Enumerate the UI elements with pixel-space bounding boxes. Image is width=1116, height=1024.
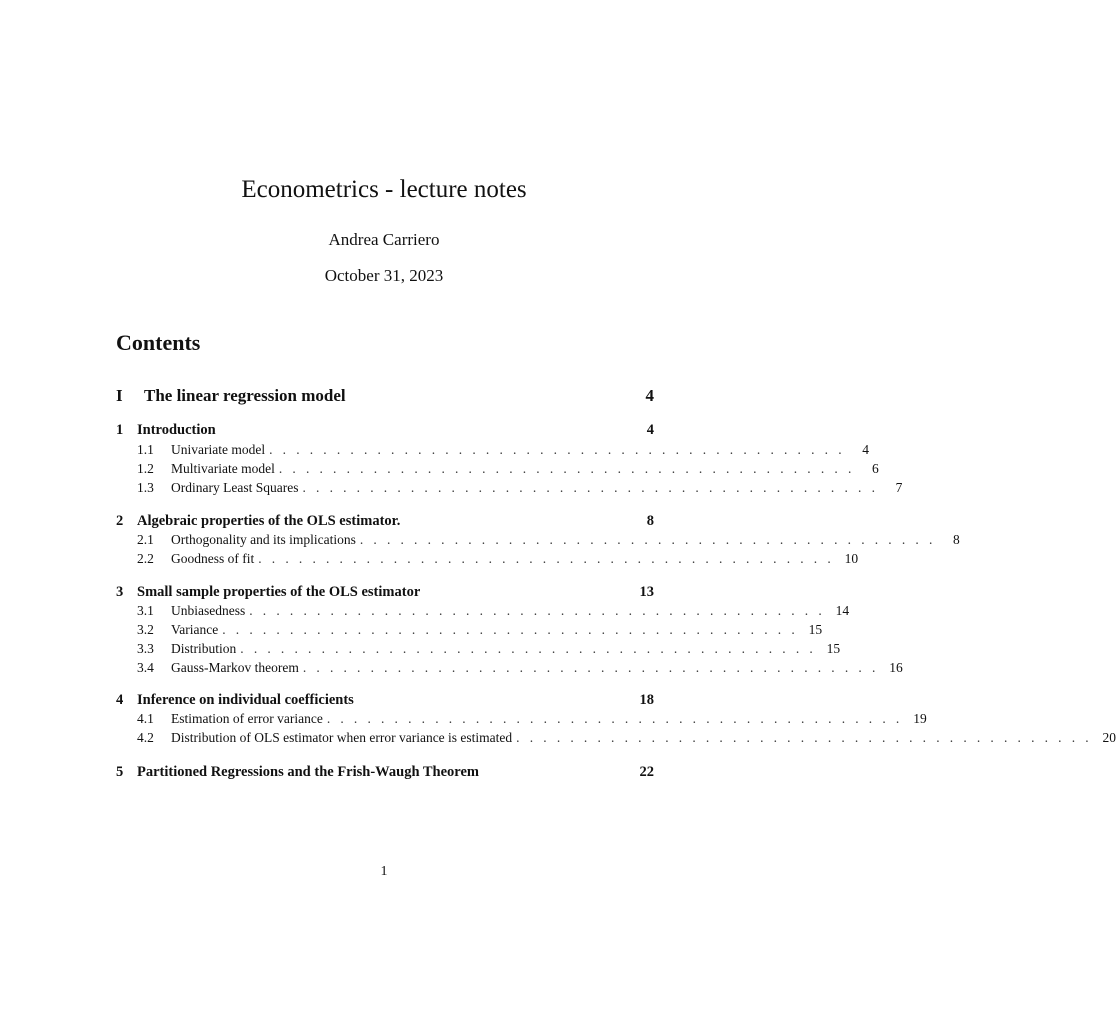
toc-entry-label: Goodness of fit <box>171 551 255 566</box>
toc-entry-page: 4 <box>645 386 654 405</box>
toc-entry-page: 6 <box>871 461 879 476</box>
toc-dot-leader: . . . . . . . . . . . . . . . . . . . . . . . . . . . . . . . . . . . . . . . . . . . <box>359 532 936 547</box>
toc-entry-label: Distribution <box>171 641 237 656</box>
toc-section-row[interactable] <box>116 480 903 496</box>
toc-dot-leader: . . . . . . . . . . . . . . . . . . . . . . . . . . . . . . . . . . . . . . . . . . . <box>240 641 817 656</box>
toc-entry-number: 1.1 <box>137 442 154 457</box>
toc-section-row[interactable] <box>116 461 879 477</box>
toc-entry-label: Partitioned Regressions and the Frish-Waugh Theorem <box>137 764 479 780</box>
toc-dot-leader: . . . . . . . . . . . . . . . . . . . . . . . . . . . . . . . . . . . . . . . . . . . <box>326 711 903 726</box>
toc-section-row[interactable] <box>116 442 869 458</box>
toc-section-row[interactable] <box>116 711 927 727</box>
document-title: Econometrics - lecture notes <box>241 176 527 203</box>
toc-entry-label: Distribution of OLS estimator when error variance is estimated <box>171 730 513 745</box>
toc-entry-number: 2 <box>116 513 124 529</box>
toc-entry-number: 1.2 <box>137 461 154 476</box>
toc-entry-number: 3 <box>116 584 124 600</box>
toc-entry-number: 3.3 <box>137 641 154 656</box>
page-number: 1 <box>380 864 388 879</box>
toc-entry-number: 5 <box>116 764 124 780</box>
toc-chapter-row[interactable] <box>116 422 654 439</box>
toc-part-row[interactable] <box>116 386 654 406</box>
toc-dot-leader: . . . . . . . . . . . . . . . . . . . . . . . . . . . . . . . . . . . . . . . . . . . <box>269 442 845 457</box>
toc-entry-page: 4 <box>862 442 869 457</box>
toc-entry-number: 4.1 <box>137 711 154 726</box>
toc-dot-leader: . . . . . . . . . . . . . . . . . . . . . . . . . . . . . . . . . . . . . . . . . . . <box>278 461 855 476</box>
toc-entry-number: 3.1 <box>137 603 154 618</box>
toc-entry-label: Algebraic properties of the OLS estimator. <box>137 513 401 529</box>
toc-entry-page: 7 <box>895 480 903 495</box>
toc-entry-page: 8 <box>646 513 654 529</box>
toc-section-row[interactable] <box>116 603 850 619</box>
toc-entry-page: 10 <box>844 551 859 566</box>
toc-entry-page: 15 <box>808 622 823 637</box>
toc-entry-label: Estimation of error variance <box>171 711 323 726</box>
toc-entry-page: 8 <box>952 532 960 547</box>
toc-entry-number: 3.2 <box>137 622 154 637</box>
toc-section-row[interactable] <box>116 622 823 638</box>
toc-entry-label: Variance <box>171 622 219 637</box>
toc-section-row[interactable] <box>116 532 960 548</box>
toc-section-row[interactable] <box>116 641 841 657</box>
toc-entry-label: Inference on individual coefficients <box>137 692 354 708</box>
toc-entry-label: Unbiasedness <box>171 603 246 618</box>
toc-entry-page: 22 <box>639 764 654 780</box>
toc-entry-number: 4.2 <box>137 730 154 745</box>
toc-entry-page: 4 <box>646 422 654 438</box>
toc-entry-number: 2.1 <box>137 532 154 547</box>
toc-section-row[interactable] <box>116 660 903 676</box>
toc-dot-leader: . . . . . . . . . . . . . . . . . . . . . . . . . . . . . . . . . . . . . . . . . . . <box>302 480 879 495</box>
document-date: October 31, 2023 <box>324 266 444 285</box>
toc-section-row[interactable] <box>116 551 859 567</box>
toc-entry-label: Multivariate model <box>171 461 275 476</box>
toc-chapter-row[interactable] <box>116 584 654 601</box>
toc-entry-label: Univariate model <box>171 442 266 457</box>
toc-entry-label: The linear regression model <box>144 386 346 405</box>
toc-entry-number: 1.3 <box>137 480 154 495</box>
contents-heading: Contents <box>116 330 201 355</box>
toc-section-row[interactable] <box>116 730 1116 746</box>
document-author: Andrea Carriero <box>328 230 440 249</box>
toc-entry-page: 15 <box>826 641 841 656</box>
toc-dot-leader: . . . . . . . . . . . . . . . . . . . . . . . . . . . . . . . . . . . . . . . . . . . <box>249 603 826 618</box>
toc-dot-leader: . . . . . . . . . . . . . . . . . . . . . . . . . . . . . . . . . . . . . . . . . . . <box>258 551 835 566</box>
toc-entry-number: 3.4 <box>137 660 154 675</box>
toc-entry-page: 20 <box>1102 730 1116 745</box>
toc-entry-page: 14 <box>835 603 850 618</box>
toc-entry-number: I <box>116 386 123 405</box>
toc-chapter-row[interactable] <box>116 692 654 709</box>
toc-entry-number: 2.2 <box>137 551 154 566</box>
toc-chapter-row[interactable] <box>116 764 654 781</box>
toc-entry-number: 1 <box>116 422 124 438</box>
toc-chapter-row[interactable] <box>116 513 654 530</box>
toc-entry-label: Introduction <box>137 422 216 438</box>
toc-entry-page: 13 <box>639 584 654 600</box>
toc-entry-number: 4 <box>116 692 124 708</box>
toc-dot-leader: . . . . . . . . . . . . . . . . . . . . . . . . . . . . . . . . . . . . . . . . . . . <box>302 660 879 675</box>
toc-entry-label: Ordinary Least Squares <box>171 480 299 495</box>
toc-entry-page: 16 <box>889 660 903 675</box>
toc-dot-leader: . . . . . . . . . . . . . . . . . . . . . . . . . . . . . . . . . . . . . . . . . . . <box>516 730 1093 745</box>
toc-entry-page: 18 <box>639 692 654 708</box>
toc-entry-label: Small sample properties of the OLS estimator <box>137 584 421 600</box>
toc-entry-label: Orthogonality and its implications <box>171 532 356 547</box>
toc-entry-label: Gauss-Markov theorem <box>171 660 299 675</box>
toc-entry-page: 19 <box>913 711 927 726</box>
toc-dot-leader: . . . . . . . . . . . . . . . . . . . . . . . . . . . . . . . . . . . . . . . . . . . <box>222 622 799 637</box>
